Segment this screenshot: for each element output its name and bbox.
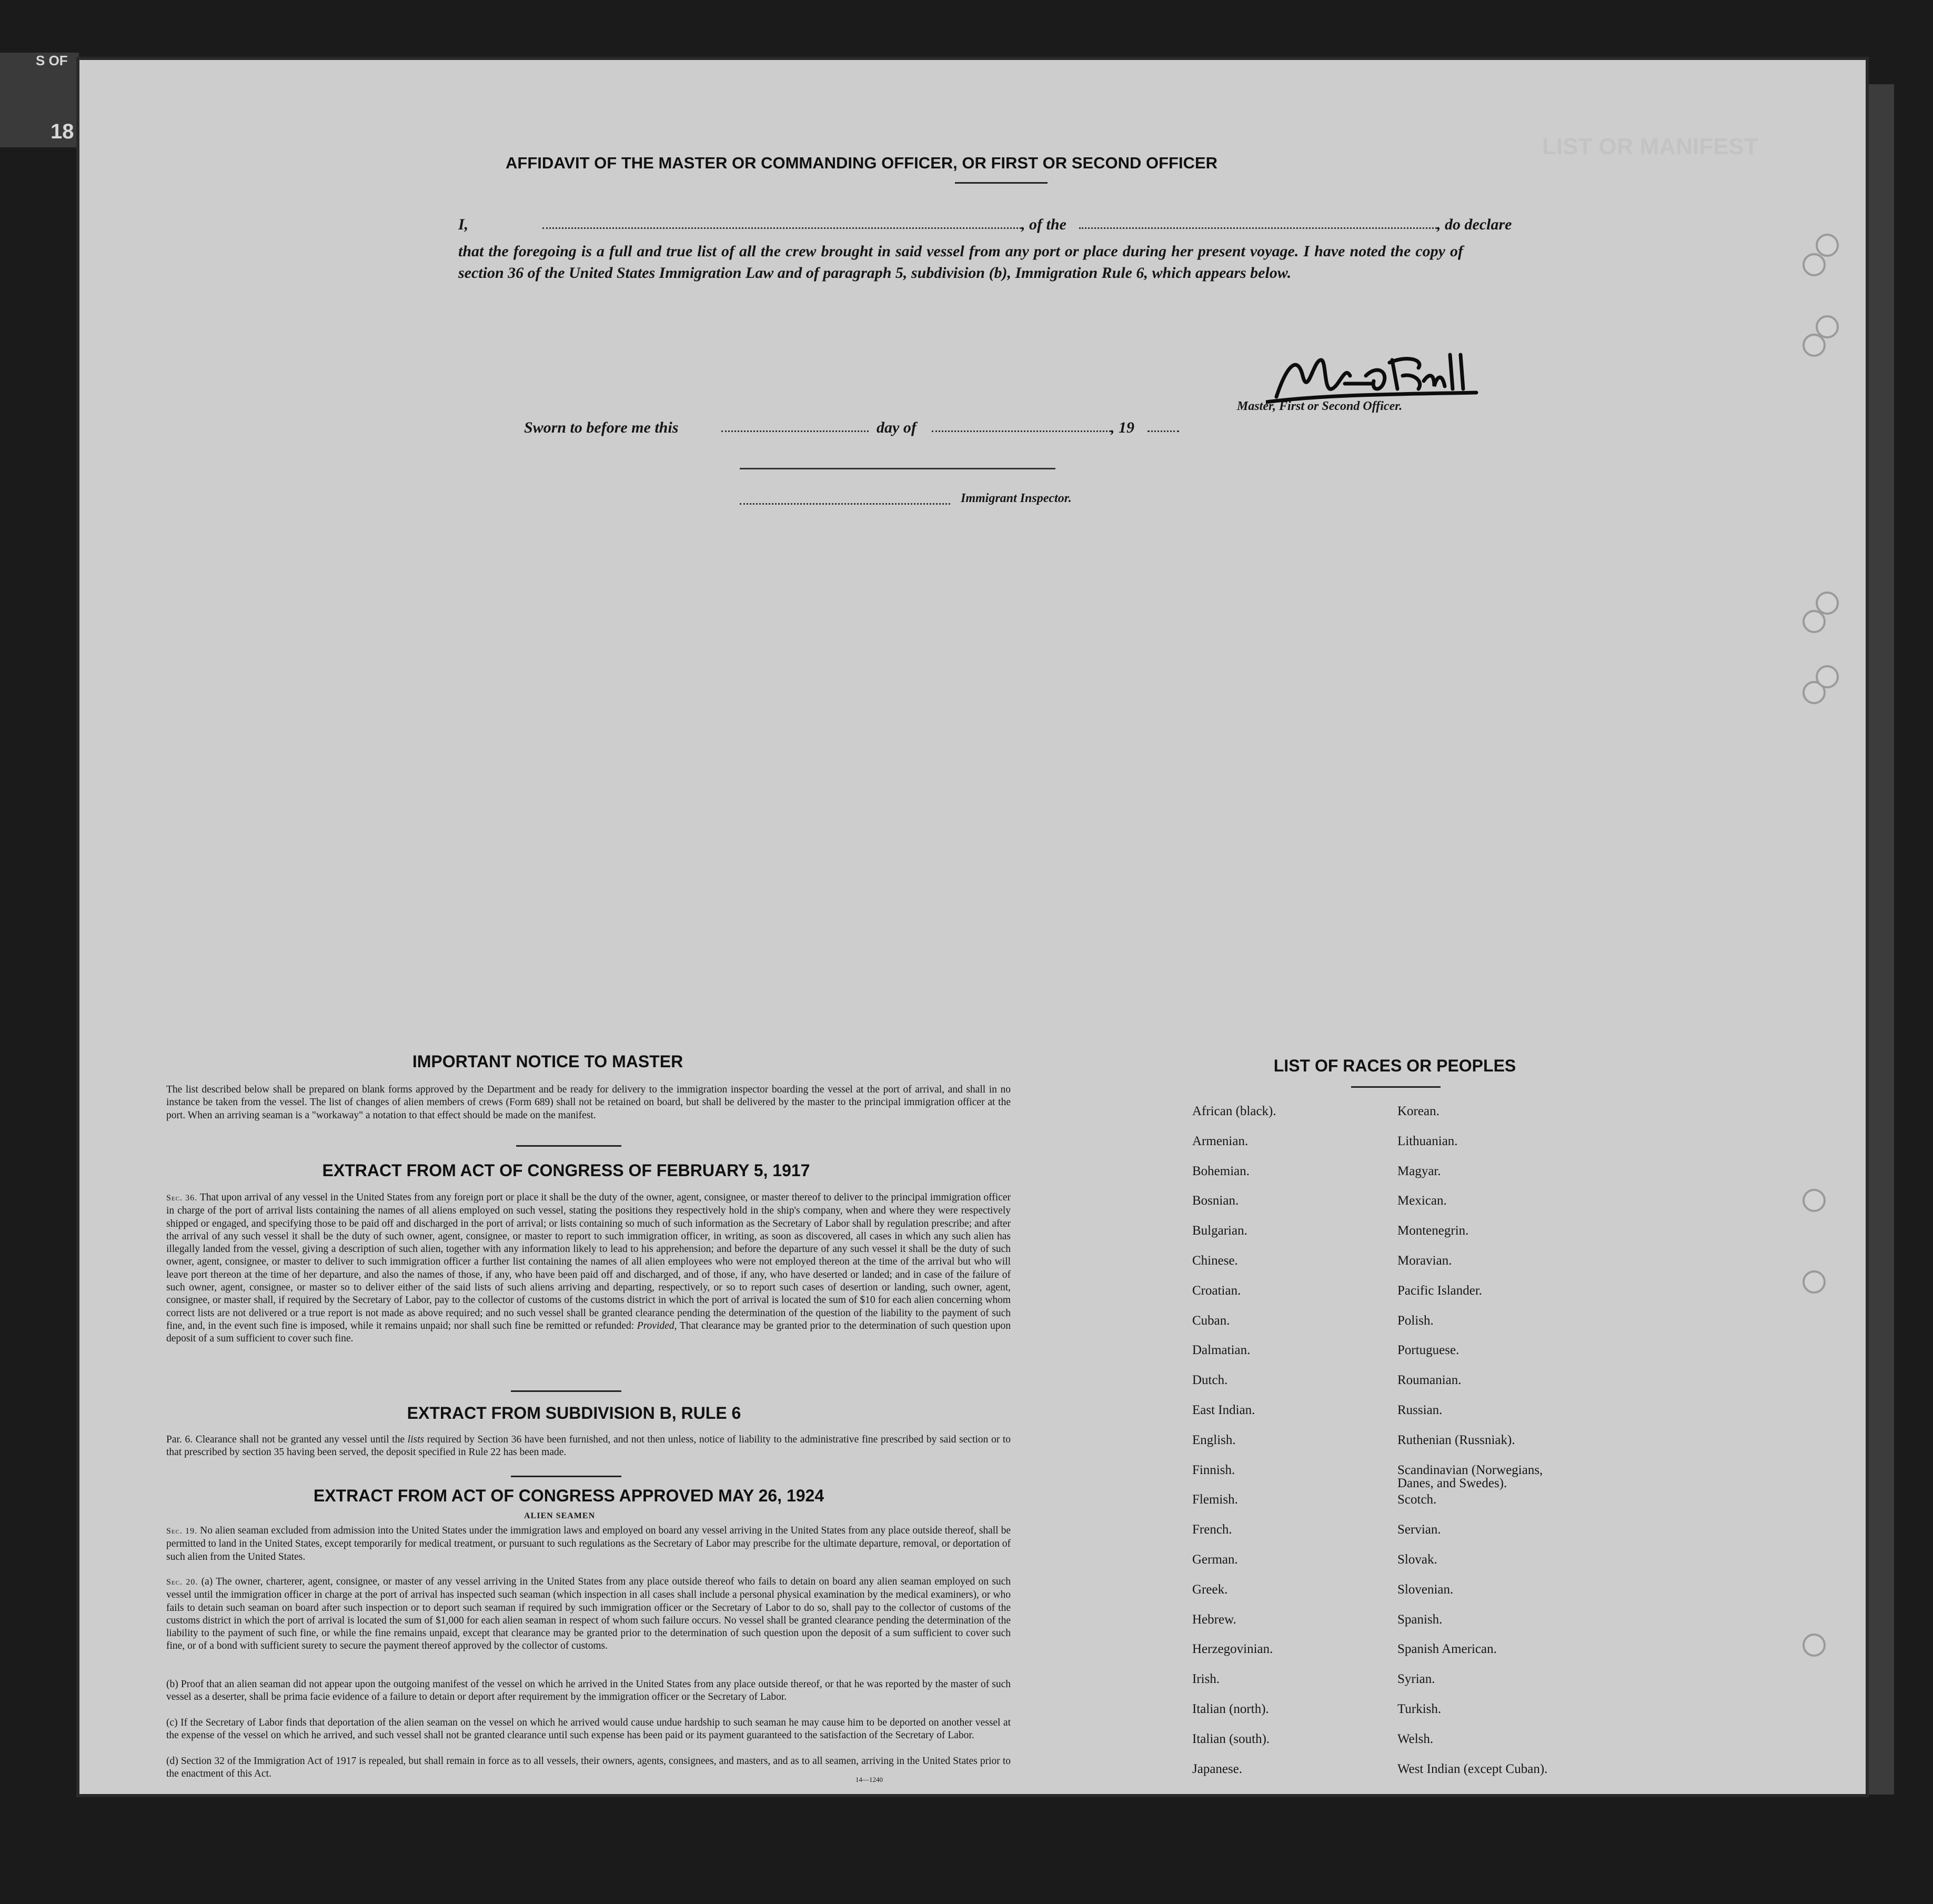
inspector-dotted-signature: [740, 503, 950, 505]
sworn-year-line: [1147, 430, 1179, 432]
race-item: Hebrew.: [1192, 1612, 1236, 1627]
race-item: Montenegrin.: [1397, 1224, 1469, 1238]
notice-text: The list described below shall be prepared on blank forms approved by the Department and be ready for delivery to the immigration inspector boarding the vessel at the port of arrival, and shall in no instance be taken from the vessel. The list of changes of alien members of crews (Form 689) shall not be retained on board, but shall be delivered by the master to the principal immigration officer at the port. When an arriving seaman is a "workaway" a notation to that effect should be made on the manifest.: [166, 1084, 1011, 1121]
race-item: Ruthenian (Russniak).: [1397, 1432, 1515, 1447]
day-of-label: day of: [877, 419, 917, 436]
section-20a-body: (a) The owner, charterer, agent, consignee, or master of any vessel arriving in the United States from any place outside thereof who fails to detain on board any alien seaman employed on such vessel until the immigration officer in charge at the port of arrival has inspected such seaman (which inspection in all cases shall include a personal physical examination by the medical examiners), or who fails to detain such seaman on board after such inspection or to deport such seaman if required by such immigration officer or the Secretary of Labor to do so, shall pay to the collector of customs of the customs district in which the port of arrival is located the sum of $1,000 for each alien seaman in respect of whom such failure occurs. No vessel shall be granted clearance pending the determination of the liability to the payment of such fine, or while the fine remains unpaid, except that clearance may be granted prior to the determination of such question upon the deposit of a sum sufficient to cover such fine, or of a bond with sufficient surety to secure the payment thereof approved by the collector of customs.: [166, 1576, 1011, 1652]
binder-hole: [1803, 253, 1826, 276]
affidavit-title: AFFIDAVIT OF THE MASTER OR COMMANDING OFFICER, OR FIRST OR SECOND OFFICER: [506, 154, 1218, 172]
section-36-body: That upon arrival of any vessel in the United States from any foreign port or place it shall be the duty of the owner, agent, consignee, or master thereof to deliver to the principal immigration officer in charge of the port of arrival lists containing the names of all aliens employed on such vessel, stating the positions they respectively hold in the ship's company, when and where they were respectively shipped or engaged, and specifying those to be paid off and discharged in the port of arrival; or lists containing so much of such information as the Secretary of Labor shall by regulation prescribe; and after the arrival of any such vessel it shall be the duty of such owner, agent, consignee, or master to report to such immigration officer, in writing, as soon as discovered, all cases in which any such alien has illegally landed from the vessel, giving a description of such alien, together with any information likely to lead to his apprehension; and before the departure of any such vessel it shall be the duty of such owner, agent, consignee, or master to deliver to such immigration officer a further list containing the names of all alien employees who were not employed thereon at the time of the arrival but who will leave port thereon at the time of her departure, and also the names of those, if any, who have been paid off and discharged, and of those, if any, who have deserted or landed; and in case of the failure of such owner, agent, consignee, or master so to deliver either of the said lists of such aliens arriving and departing, respectively, or so to report such cases of desertion or landing, such owner, agent, consignee, or master shall, if required by the Secretary of Labor, pay to the collector of customs of the customs district in which the port of arrival is located the sum of $10 for each alien concerning whom correct lists are not delivered or a true report is not made as above required; and no such vessel shall be granted clearance pending the determination of the question of the liability to the payment of such fine, and, in the event such fine is imposed, while it remains unpaid; nor shall such fine be remitted or refunded:: [166, 1192, 1011, 1331]
section-19-body: No alien seaman excluded from admission into the United States under the immigration laws and employed on board any vessel arriving in the United States from any place outside thereof, shall be permitted to land in the United States, except temporarily for medical treatment, or pursuant to such regulations as the Secretary of Labor may prescribe for the ultimate departure, removal, or deportation of such alien from the United States.: [166, 1525, 1011, 1562]
binder-hole: [1816, 234, 1839, 257]
extract-1917-text: [166, 1191, 1011, 1346]
extract-1917-rule: [511, 1390, 621, 1392]
extract-rule6-text: [166, 1434, 1011, 1459]
binder-hole: [1816, 315, 1839, 338]
affidavit-name-line: [542, 227, 1021, 229]
binder-hole: [1803, 1634, 1826, 1657]
race-item: Pacific Islander.: [1397, 1283, 1483, 1298]
race-item: Dutch.: [1192, 1373, 1228, 1388]
race-item: West Indian (except Cuban).: [1397, 1761, 1548, 1776]
race-item: Cuban.: [1192, 1313, 1230, 1328]
provided-label: Provided,: [637, 1320, 677, 1331]
race-item: French.: [1192, 1522, 1232, 1537]
race-item: Flemish.: [1192, 1492, 1238, 1507]
race-item: Polish.: [1397, 1313, 1434, 1328]
race-item: Finnish.: [1192, 1462, 1235, 1477]
race-item: Scandinavian (Norwegians, Danes, and Swedes).: [1397, 1462, 1543, 1490]
race-item: Bosnian.: [1192, 1194, 1239, 1208]
section-20c-text: (c) If the Secretary of Labor finds that deportation of the alien seaman on the vessel on which he arrived would cause undue hardship to such seaman he may cause him to be deported on another vessel at the expense of the vessel on which he arrived, and such vessel shall not be granted clearance until such expense has been paid or its payment guaranteed to the satisfaction of the Secretary of Labor.: [166, 1717, 1011, 1741]
affidavit-title-rule: [955, 182, 1048, 184]
race-item: African (black).: [1192, 1104, 1276, 1118]
extract-rule6-rule: [511, 1476, 621, 1477]
race-item: East Indian.: [1192, 1402, 1255, 1417]
race-item: Korean.: [1397, 1104, 1439, 1118]
race-item: Welsh.: [1397, 1731, 1434, 1746]
extract-1924-title: EXTRACT FROM ACT OF CONGRESS APPROVED MAY 26, 1924: [313, 1486, 824, 1505]
race-item: Slovenian.: [1397, 1582, 1454, 1597]
race-item: Syrian.: [1397, 1672, 1435, 1687]
binder-hole: [1803, 1189, 1826, 1212]
race-item: Slovak.: [1397, 1552, 1437, 1567]
race-item: Armenian.: [1192, 1134, 1249, 1148]
extract-1917-title: EXTRACT FROM ACT OF CONGRESS OF FEBRUARY 5, 1917: [322, 1161, 810, 1180]
race-item: Russian.: [1397, 1402, 1443, 1417]
sworn-day-line: [721, 430, 869, 432]
inspector-caption: Immigrant Inspector.: [961, 492, 1072, 505]
race-item: Mexican.: [1397, 1194, 1447, 1208]
bleed-through-text: LIST OR MANIFEST: [1542, 134, 1758, 159]
binder-hole: [1803, 1270, 1826, 1294]
manifest-page: [76, 57, 1869, 1797]
binder-hole: [1816, 592, 1839, 615]
affidavit-of-the-label: , of the: [1021, 216, 1066, 233]
left-edge-strip: [0, 53, 79, 147]
races-title: LIST OF RACES OR PEOPLES: [1273, 1056, 1516, 1075]
rule6-text-part2: required by Section 36 have been furnished, and not then unless, notice of liability to the administrative fine prescribed by said section or to that prescribed by section 35 having been served, the deposit specified in Rule 22 has been made.: [166, 1434, 1011, 1458]
race-item: Bohemian.: [1192, 1164, 1250, 1178]
section-36-label: Sec. 36.: [166, 1194, 198, 1202]
race-item: Greek.: [1192, 1582, 1228, 1597]
race-item: Moravian.: [1397, 1253, 1452, 1268]
master-signature: [1266, 344, 1487, 407]
affidavit-body: that the foregoing is a full and true list of all the crew brought in said vessel from any port or place during her present voyage. I have noted the copy of section 36 of the United States Immigration Law and of paragraph 5, subdivision (b), Immigration Rule 6, which appears below.: [458, 243, 1463, 282]
notice-rule: [516, 1145, 621, 1147]
signature-caption: Master, First or Second Officer.: [1237, 399, 1403, 413]
race-item: Croatian.: [1192, 1283, 1241, 1298]
race-item: German.: [1192, 1552, 1238, 1567]
section-20d-text: (d) Section 32 of the Immigration Act of 1917 is repealed, but shall remain in force as to all vessels, their owners, agents, consignees, and masters, and as to all seamen, arriving in the United States prior to the enactment of this Act.: [166, 1756, 1011, 1780]
rule6-lists-word: lists: [407, 1434, 425, 1445]
section-19-text: [166, 1525, 1011, 1564]
race-item: Chinese.: [1192, 1253, 1238, 1268]
race-item: Magyar.: [1397, 1164, 1441, 1178]
section-20b-text: (b) Proof that an alien seaman did not appear upon the outgoing manifest of the vessel on which he arrived in the United States from any place outside thereof, or that he was reported by the master of such vessel as a deserter, shall be prima facie evidence of a failure to detain or deport after requirement by the immigration officer or the Secretary of Labor.: [166, 1679, 1011, 1703]
section-19-label: Sec. 19.: [166, 1527, 198, 1536]
race-item: Japanese.: [1192, 1761, 1243, 1776]
race-item: Portuguese.: [1397, 1343, 1459, 1358]
left-strip-bottom-text: 18: [51, 120, 74, 143]
race-item: Herzegovinian.: [1192, 1642, 1273, 1657]
races-column-1: [1192, 1105, 1276, 1792]
affidavit-declare-label: , do declare: [1437, 216, 1512, 233]
race-item: Spanish.: [1397, 1612, 1443, 1627]
race-item: English.: [1192, 1432, 1236, 1447]
race-item: Scotch.: [1397, 1492, 1437, 1507]
race-item: Dalmatian.: [1192, 1343, 1251, 1358]
year-prefix-label: , 19: [1111, 419, 1134, 436]
race-item: Italian (north).: [1192, 1701, 1269, 1716]
section-36-proviso: That clearance may be granted prior to the determination of such question upon deposit of a sum sufficient to cover such fine.: [166, 1320, 1011, 1345]
affidavit-vessel-line: [1079, 227, 1437, 229]
sworn-label: Sworn to before me this: [524, 419, 679, 436]
race-item: Bulgarian.: [1192, 1224, 1247, 1238]
race-item: Spanish American.: [1397, 1642, 1497, 1657]
sworn-month-line: [932, 430, 1111, 432]
notice-title: IMPORTANT NOTICE TO MASTER: [412, 1052, 683, 1071]
race-item: Turkish.: [1397, 1701, 1442, 1716]
race-item: Servian.: [1397, 1522, 1441, 1537]
extract-rule6-title: EXTRACT FROM SUBDIVISION B, RULE 6: [407, 1404, 741, 1422]
race-item: Lithuanian.: [1397, 1134, 1458, 1148]
race-item: Roumanian.: [1397, 1373, 1462, 1388]
section-20-label: Sec. 20.: [166, 1578, 198, 1587]
form-number: 14—1240: [855, 1776, 883, 1783]
section-20a-text: [166, 1576, 1011, 1653]
race-item: Italian (south).: [1192, 1731, 1270, 1746]
alien-seamen-subtitle: ALIEN SEAMEN: [524, 1511, 596, 1520]
rule6-text-part1: Par. 6. Clearance shall not be granted any vessel until the: [166, 1434, 405, 1445]
races-title-rule: [1351, 1086, 1441, 1088]
immigrant-inspector-signature-line: [740, 468, 1055, 469]
race-item: Irish.: [1192, 1672, 1220, 1687]
races-column-2: [1397, 1105, 1571, 1792]
binder-hole: [1816, 665, 1839, 688]
affidavit-i-label: I,: [458, 216, 469, 233]
left-strip-top-text: S OF: [36, 53, 68, 68]
